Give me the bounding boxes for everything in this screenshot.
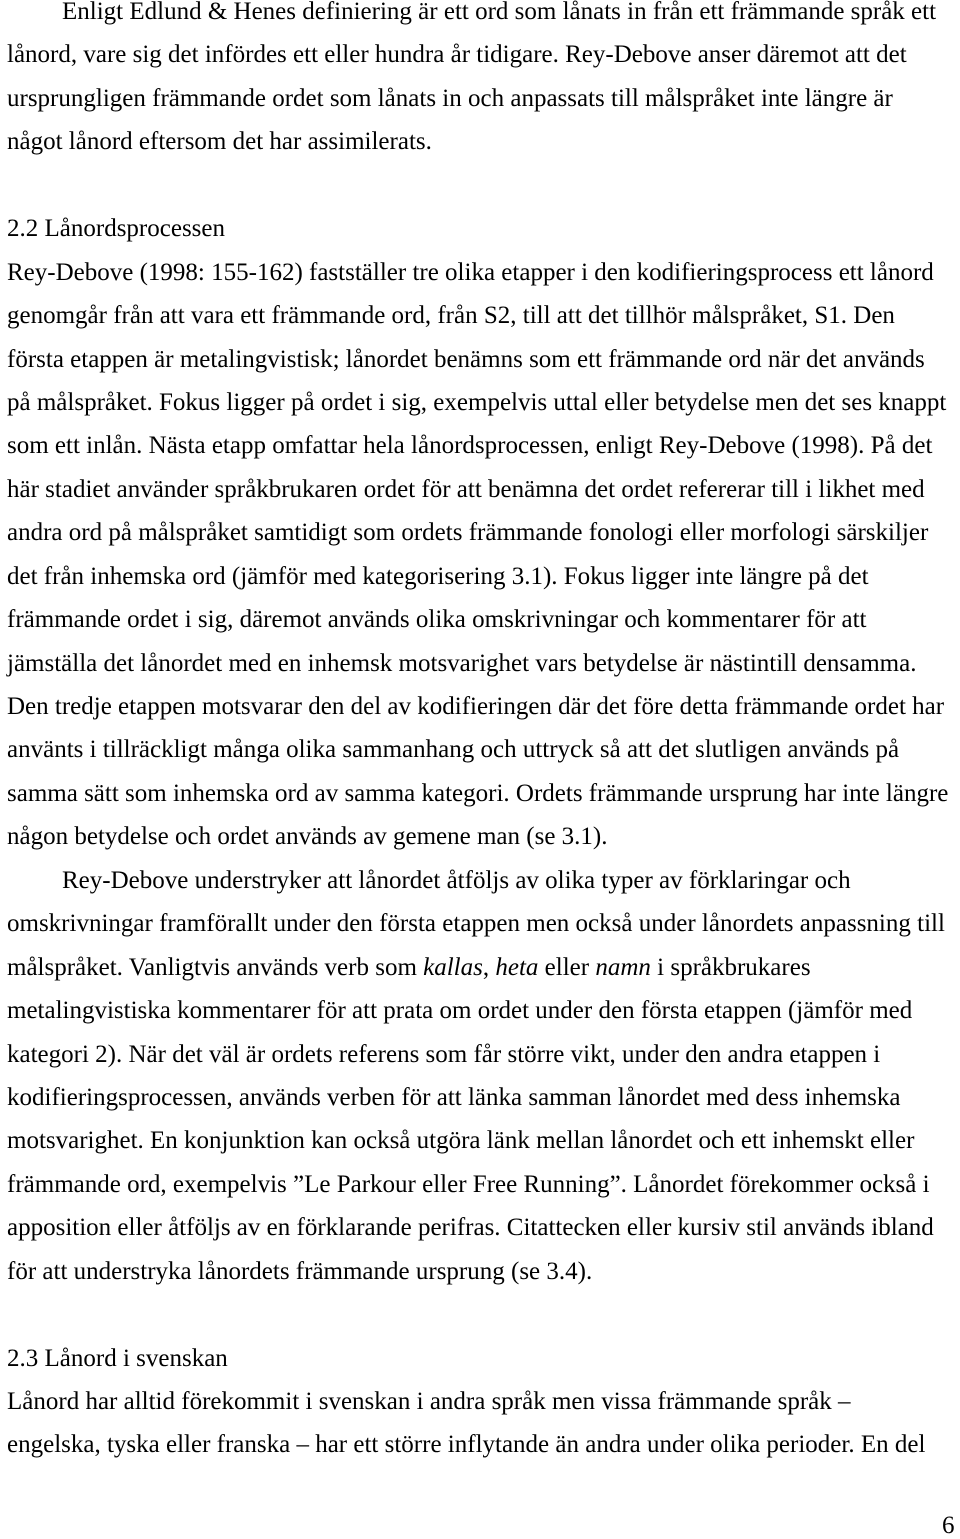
text-line: främmande ordet i sig, däremot används olika omskrivningar och kommentarer för att — [7, 606, 867, 634]
text-line: Rey-Debove (1998: 155-162) fastställer tre olika etapper i den kodifieringsprocess ett lånord — [7, 258, 934, 286]
text-line: på målspråket. Fokus ligger på ordet i sig, exempelvis uttal eller betydelse men det ses knappt — [7, 388, 947, 416]
text-line: samma sätt som inhemska ord av samma kategori. Ordets främmande ursprung har inte längre — [7, 779, 949, 807]
text-line: det från inhemska ord (jämför med kategorisering 3.1). Fokus ligger inte längre på det — [7, 562, 869, 590]
document-page — [7, 0, 953, 1477]
text-line: använts i tillräckligt många olika sammanhang och uttryck så att det slutligen används på — [7, 736, 900, 764]
text-line: Den tredje etappen motsvarar den del av kodifieringen där det före detta främmande ordet har — [7, 693, 945, 720]
intro-paragraph — [7, 0, 953, 174]
text-line: här stadiet använder språkbrukaren ordet för att benämna det ordet refererar till i likhet med — [7, 475, 925, 503]
blank-line — [7, 174, 953, 217]
text-line: som ett inlån. Nästa etapp omfattar hela lånordsprocessen, enligt Rey-Debove (1998). På det — [7, 432, 933, 460]
text-line: ursprungligen främmande ordet som lånats in och anpassats till målspråket inte längre är — [7, 84, 893, 112]
text-line: för att understryka lånordets främmande ursprung (se 3.4). — [7, 1257, 593, 1285]
text-line: någon betydelse och ordet används av gemene man (se 3.1). — [7, 823, 608, 851]
text-segment: målspråket. Vanligtvis används verb som — [7, 953, 424, 981]
text-line: engelska, tyska eller franska – har ett större inflytande än andra under olika perioder. En del — [7, 1431, 926, 1459]
text-line — [7, 953, 953, 999]
text-segment: eller — [538, 953, 596, 981]
paragraph — [7, 258, 953, 869]
text-line: Enligt Edlund & Henes definiering är ett ord som lånats in från ett främmande språk ett — [62, 0, 937, 25]
italic-term: namn — [595, 953, 651, 981]
text-segment: , — [482, 953, 496, 981]
text-line: omskrivningar framförallt under den första etappen men också under lånordets anpassning till — [7, 910, 945, 938]
text-line: första etappen är metalingvistisk; lånordet benämns som ett främmande ord när det används — [7, 345, 925, 373]
page-number: 6 — [942, 1512, 955, 1539]
text-line: apposition eller åtföljs av en förklarande perifras. Citattecken eller kursiv stil används ibland — [7, 1214, 934, 1242]
text-line: Rey-Debove understryker att lånordet åtföljs av olika typer av förklaringar och — [62, 866, 851, 894]
text-line: Lånord har alltid förekommit i svenskan i andra språk men vissa främmande språk – — [7, 1388, 851, 1415]
section-heading: 2.3 Lånord i svenskan — [7, 1344, 228, 1372]
text-line: kategori 2). När det väl är ordets referens som får större vikt, under den andra etappen i — [7, 1040, 881, 1068]
text-line: andra ord på målspråket samtidigt som ordets främmande fonologi eller morfologi särskiljer — [7, 519, 929, 547]
text-segment: i språkbrukares — [650, 953, 811, 981]
paragraph — [7, 866, 953, 1303]
text-line: kodifieringsprocessen, används verben för att länka samman lånordet med dess inhemska — [7, 1083, 901, 1111]
text-line: lånord, vare sig det infördes ett eller hundra år tidigare. Rey-Debove anser däremot att det — [7, 41, 907, 69]
text-line: jämställa det lånordet med en inhemsk motsvarighet vars betydelse är nästintill densamma. — [7, 649, 917, 677]
paragraph — [7, 1390, 953, 1477]
text-line: något lånord eftersom det har assimilerats. — [7, 128, 432, 156]
italic-term: kallas — [423, 953, 483, 981]
text-line: genomgår från att vara ett främmande ord, från S2, till att det tillhör målspråket, S1. Den — [7, 302, 895, 330]
blank-line — [7, 1303, 953, 1346]
text-line: främmande ord, exempelvis ”Le Parkour eller Free Running”. Lånordet förekommer också i — [7, 1170, 930, 1198]
italic-term: heta — [495, 953, 539, 981]
text-line: metalingvistiska kommentarer för att prata om ordet under den första etappen (jämför med — [7, 997, 913, 1025]
text-line: motsvarighet. En konjunktion kan också utgöra länk mellan lånordet och ett inhemskt eller — [7, 1127, 915, 1155]
section-heading: 2.2 Lånordsprocessen — [7, 215, 225, 243]
